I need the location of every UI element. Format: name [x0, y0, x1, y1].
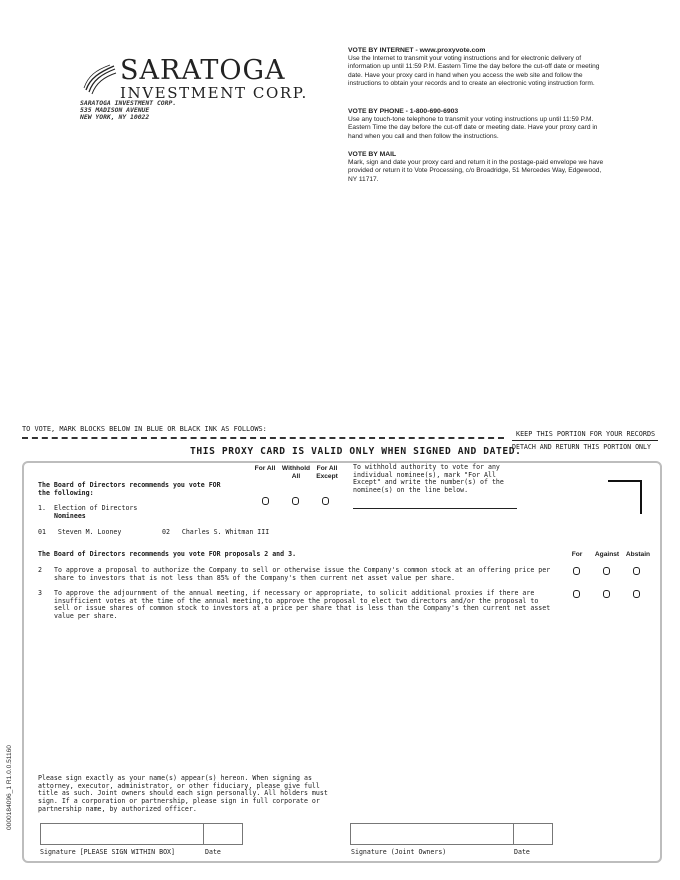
signature-box[interactable] [40, 823, 204, 845]
proposal-2-text: To approve a proposal to authorize the Company to sell or otherwise issue the Company's common stock at an offering price per share to investors that is not less than 85% of the Company's then current net asset value per share. [54, 566, 551, 582]
directors-recommendation: The Board of Directors recommends you vote FOR the following: [38, 481, 221, 497]
vote-phone-heading: VOTE BY PHONE - 1-800-690-6903 [348, 108, 459, 115]
logo-wordmark: SARATOGA [120, 55, 286, 86]
side-barcode-text [4, 720, 18, 830]
proposals-recommendation: The Board of Directors recommends you vote FOR proposals 2 and 3. [38, 550, 297, 558]
signing-instructions: Please sign exactly as your name(s) appear(s) hereon. When signing as attorney, executor, administrator, or other fiduciary, please give full title as such. Joint owners should each sign personally. All holders must sign. If a corporation or partnership, please sign in full corporate or partnership name, by authorized officer. [38, 774, 328, 813]
validity-notice: THIS PROXY CARD IS VALID ONLY WHEN SIGNED AND DATED. [190, 446, 522, 457]
joint-date-label: Date [514, 848, 530, 856]
proposal-3-for-checkbox[interactable] [573, 590, 580, 598]
company-address [80, 100, 176, 122]
proposal-2-against-checkbox[interactable] [603, 567, 610, 575]
col-for: For [571, 551, 583, 558]
joint-date-box[interactable] [513, 823, 553, 845]
proposal-2-number: 2 [38, 566, 42, 574]
address-line: 535 MADISON AVENUE [80, 106, 150, 115]
keep-divider [512, 440, 658, 441]
vote-phone-body: Use any touch-tone telephone to transmit your voting instructions up until 11:59 P.M. Eastern Time the day before the cut-off date or meeting date. Have your proxy card in hand when you call and then follow the instructions. [348, 116, 598, 140]
vote-internet-heading: VOTE BY INTERNET - www.proxyvote.com [348, 47, 486, 54]
saratoga-logo-icon [80, 62, 118, 98]
withhold-instructions: To withhold authority to vote for any individual nominee(s), mark "For All Except" and write the number(s) of the nominee(s) on the line below. [353, 463, 504, 495]
col-for-all-except: For All Except [316, 465, 338, 480]
proposal-2-abstain-checkbox[interactable] [633, 567, 640, 575]
joint-signature-box[interactable] [350, 823, 514, 845]
keep-portion-label: KEEP THIS PORTION FOR YOUR RECORDS [516, 430, 656, 438]
logo-subtitle: INVESTMENT CORP. [120, 84, 308, 102]
signature-label: Signature [PLEASE SIGN WITHIN BOX] [40, 848, 175, 856]
proposal-3-text: To approve the adjournment of the annual meeting, if necessary or appropriate, to solicit additional proxies if there are insufficient votes at the time of the annual meeting,to approve the proposal to elect two directors and/or the proposal to sell or issue shares of common stock to investors at a price per share that is less than the Company's then current net asset value per share. [54, 589, 551, 621]
corner-bracket [608, 480, 642, 514]
address-line: SARATOGA INVESTMENT CORP. [80, 99, 177, 107]
nominees-label: Nominees [54, 512, 86, 520]
col-for-all: For All [254, 465, 276, 472]
vote-by-mail [348, 151, 610, 184]
for-all-except-checkbox[interactable] [322, 497, 329, 505]
for-all-checkbox[interactable] [262, 497, 269, 505]
nominee-number-line[interactable] [353, 508, 517, 509]
col-withhold-all: Withhold All [281, 465, 311, 480]
proposal-3-against-checkbox[interactable] [603, 590, 610, 598]
proposal-2-for-checkbox[interactable] [573, 567, 580, 575]
nominee-1: 01 Steven M. Looney [38, 528, 122, 536]
withhold-all-checkbox[interactable] [292, 497, 299, 505]
date-label: Date [205, 848, 221, 856]
vote-mail-body: Mark, sign and date your proxy card and return it in the postage-paid envelope we have provided or return it to Vote Processing, c/o Broadridge, 51 Mercedes Way, Edgewood, NY 11717. [348, 159, 604, 183]
nominee-2: 02 Charles S. Whitman III [162, 528, 270, 536]
date-box[interactable] [203, 823, 243, 845]
joint-signature-label: Signature (Joint Owners) [351, 848, 447, 856]
perforation-line [22, 437, 504, 439]
proposal-3-number: 3 [38, 589, 42, 597]
vote-by-phone [348, 108, 610, 141]
vote-by-internet [348, 47, 610, 88]
address-line: NEW YORK, NY 10022 [80, 113, 150, 122]
vote-internet-body: Use the Internet to transmit your voting instructions and for electronic delivery of information up until 11:59 P.M. Eastern Time the day before the cut-off date or meeting date. Have your proxy card in hand when you access the web site and follow the instructions to obtain your records and to create an electronic voting instruction form. [348, 55, 600, 87]
mark-instructions: TO VOTE, MARK BLOCKS BELOW IN BLUE OR BLACK INK AS FOLLOWS: [22, 425, 267, 433]
proposal-3-abstain-checkbox[interactable] [633, 590, 640, 598]
col-abstain: Abstain [625, 551, 651, 558]
side-code-text: 0000184096_1 R1.0.0.51160 [6, 745, 13, 830]
col-against: Against [594, 551, 620, 558]
election-of-directors-title: Election of Directors [54, 504, 138, 512]
vote-mail-heading: VOTE BY MAIL [348, 151, 397, 158]
item-1-number: 1. [38, 504, 46, 512]
detach-portion-label: DETACH AND RETURN THIS PORTION ONLY [512, 443, 651, 451]
